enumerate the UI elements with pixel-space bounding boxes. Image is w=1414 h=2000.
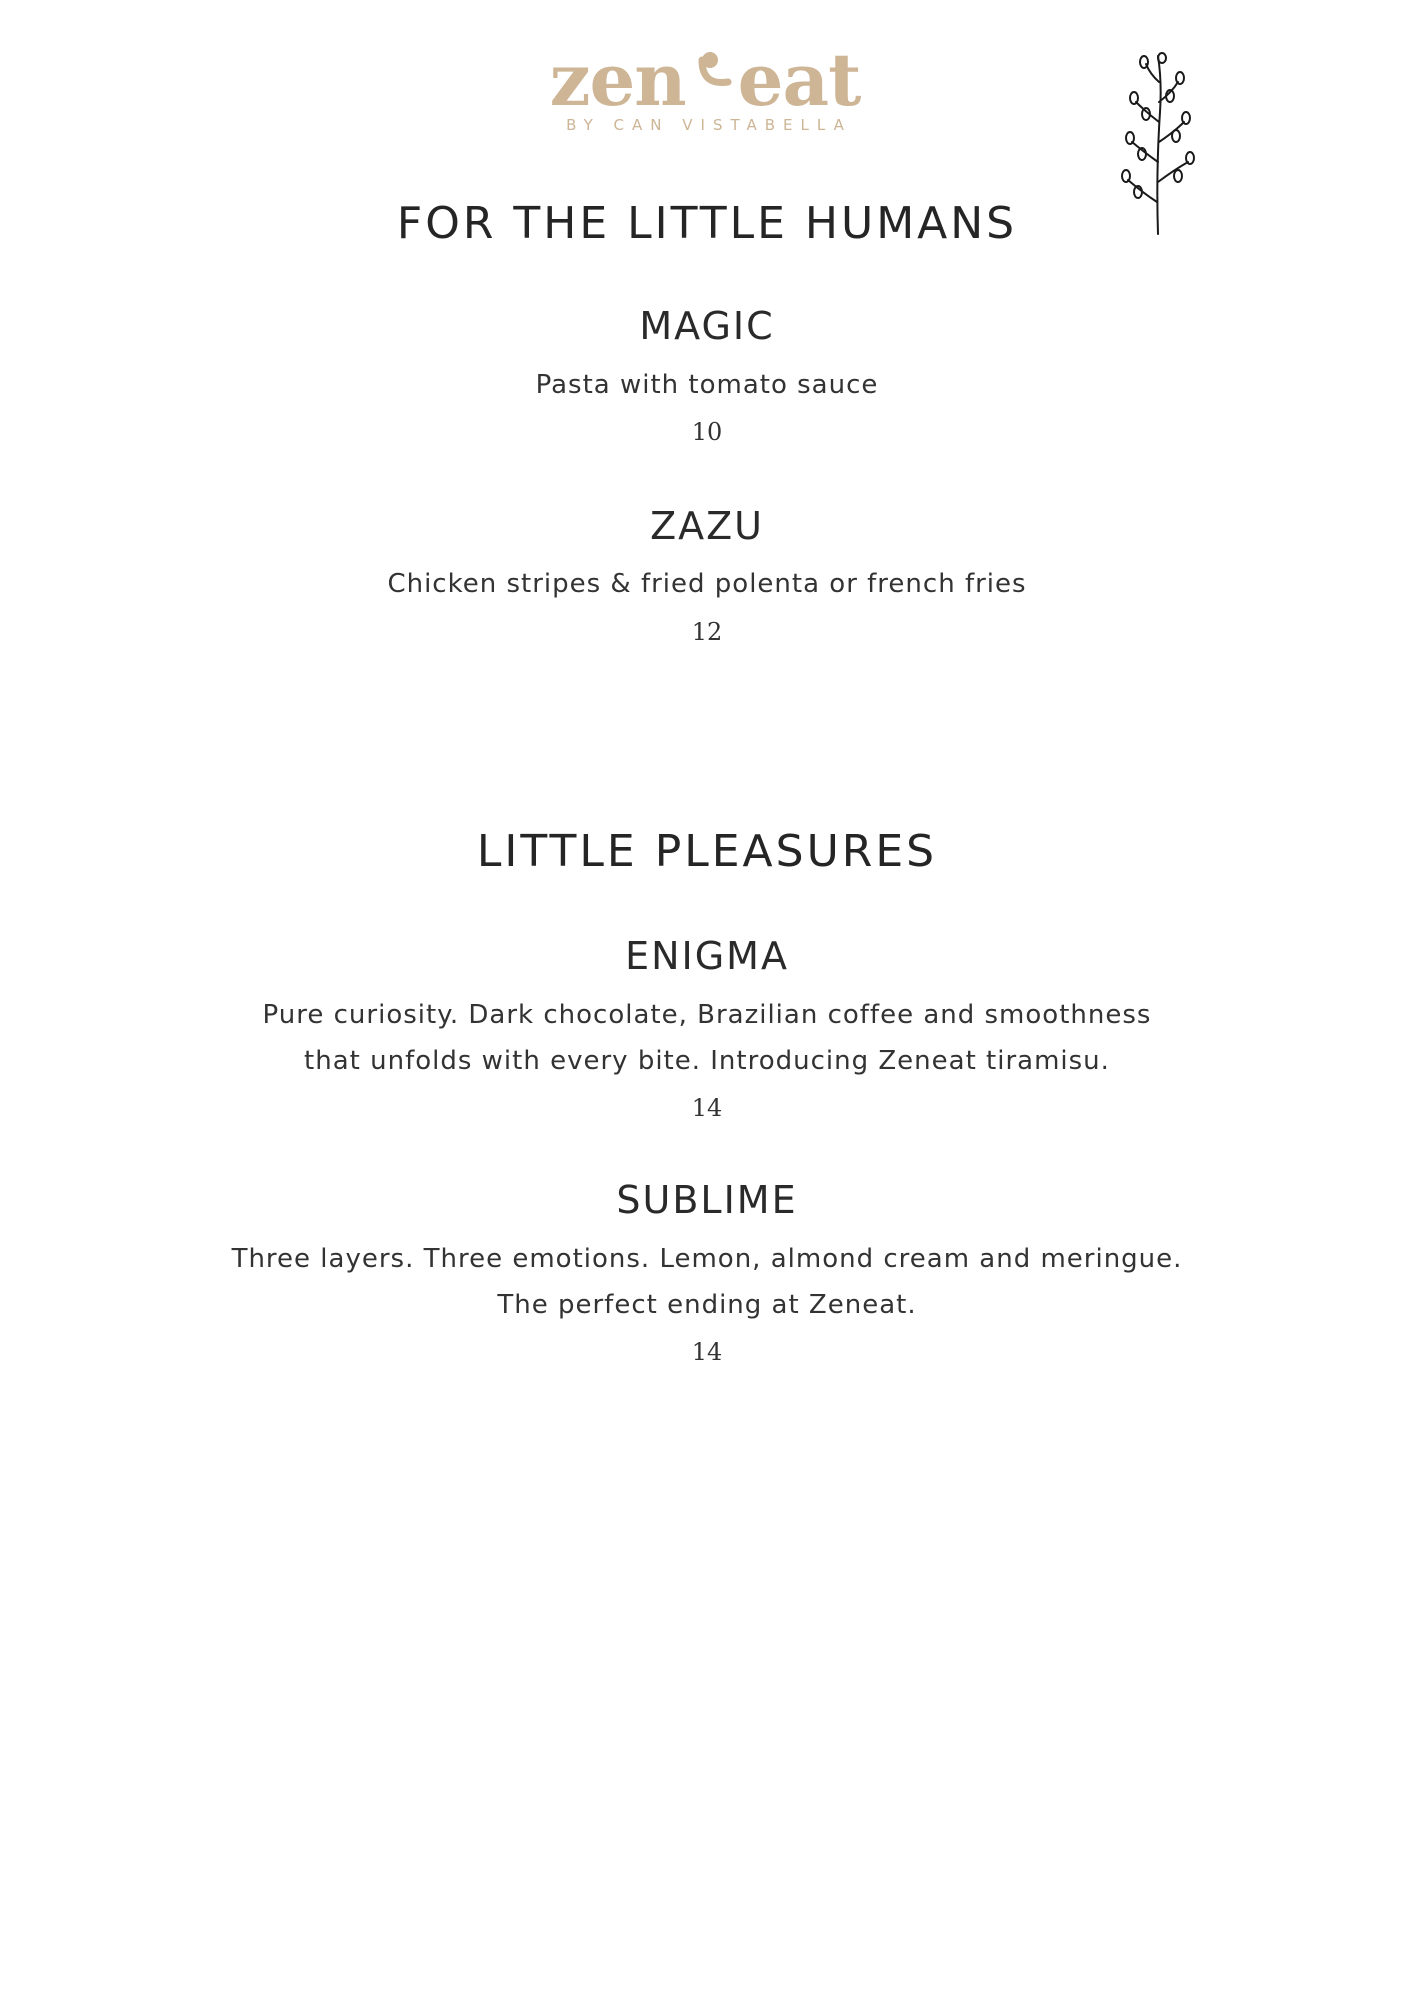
logo-text-right: eat (737, 37, 861, 122)
logo-wordmark (540, 37, 870, 122)
item-price-zazu: 12 (691, 618, 723, 646)
item-price-sublime: 14 (691, 1338, 723, 1366)
item-price-magic: 10 (691, 418, 723, 446)
item-description-magic: Pasta with tomato sauce (535, 370, 879, 400)
item-description-enigma-line-2: that unfolds with every bite. Introducing Zeneat tiramisu. (304, 1046, 1110, 1076)
item-name-zazu: ZAZU (650, 504, 764, 548)
logo-tagline: BY CAN VISTABELLA (566, 116, 852, 134)
logo-text-left: zen (549, 37, 686, 122)
item-name-enigma: ENIGMA (625, 934, 789, 978)
section-title-little-pleasures: LITTLE PLEASURES (476, 826, 938, 877)
item-name-magic: MAGIC (639, 304, 775, 348)
item-description-sublime-line-2: The perfect ending at Zeneat. (497, 1290, 917, 1320)
brand-logo (540, 37, 870, 134)
item-description-zazu: Chicken stripes & fried polenta or french fries (387, 569, 1027, 599)
section-title-little-humans: FOR THE LITTLE HUMANS (396, 198, 1018, 249)
item-description-sublime-line-1: Three layers. Three emotions. Lemon, almond cream and meringue. (231, 1244, 1183, 1274)
item-name-sublime: SUBLIME (616, 1178, 798, 1222)
item-description-enigma-line-1: Pure curiosity. Dark chocolate, Brazilian coffee and smoothness (262, 1000, 1152, 1030)
item-price-enigma: 14 (691, 1094, 723, 1122)
logo-mark-icon (688, 46, 736, 106)
